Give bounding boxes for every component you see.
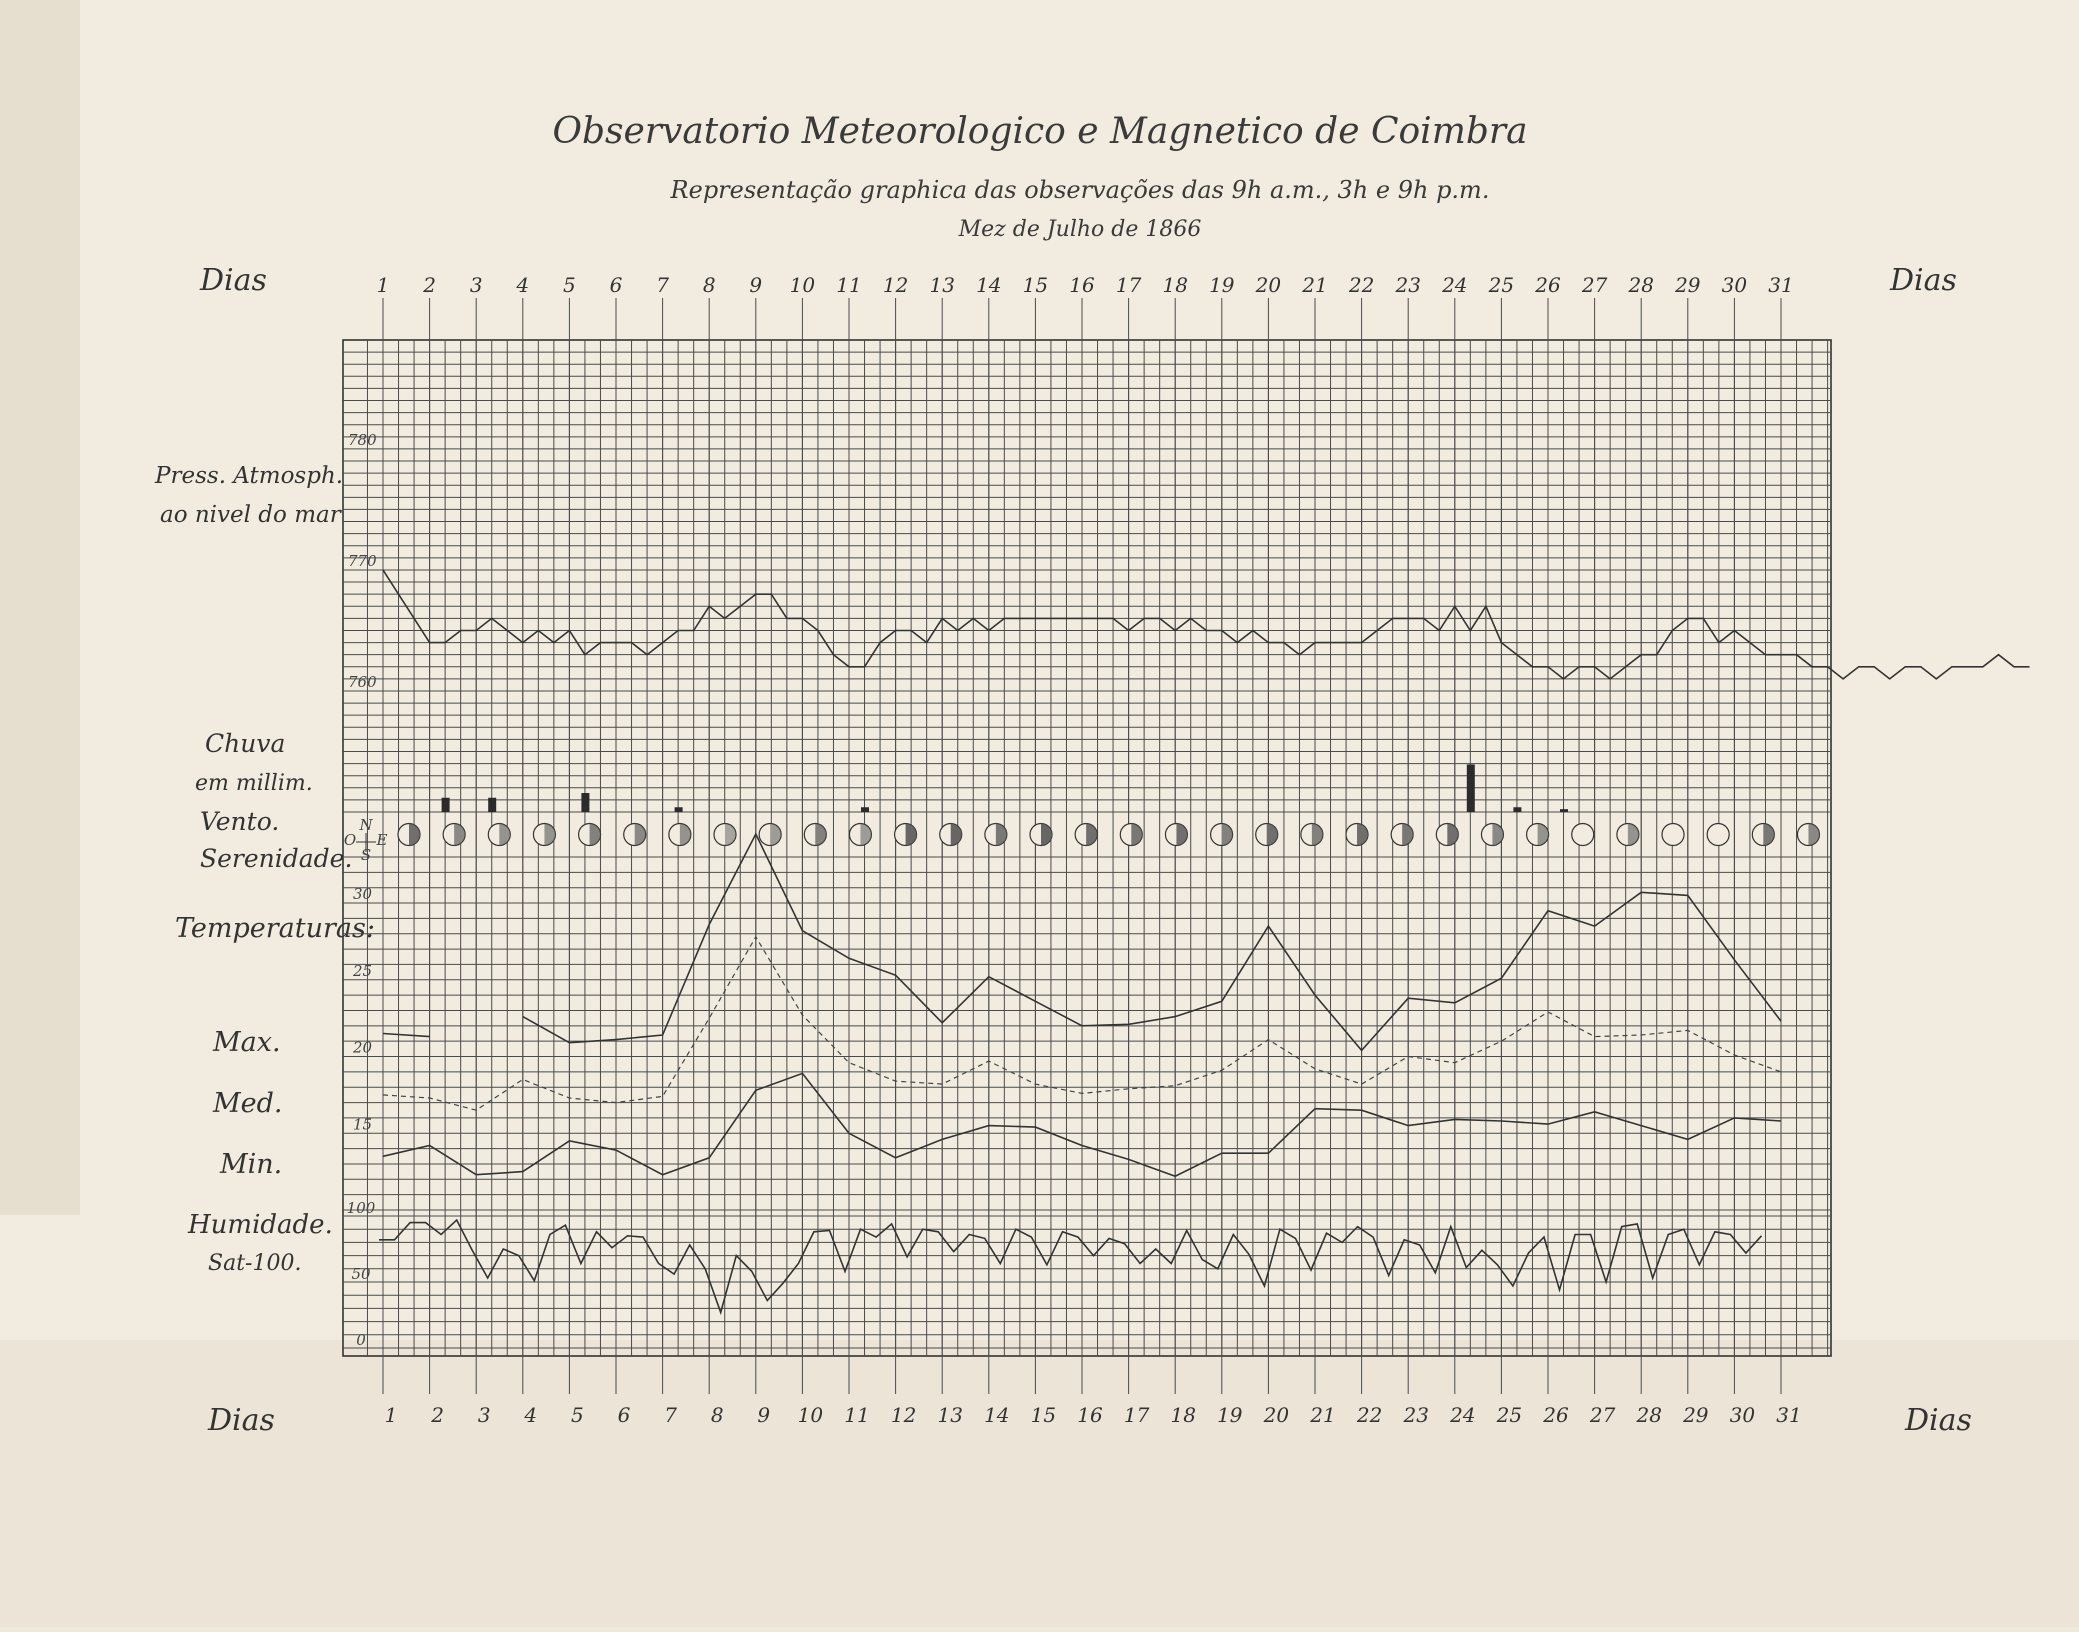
day-tick-label-bottom: 24 xyxy=(1450,1403,1476,1427)
humidity-tick-label: 50 xyxy=(351,1265,371,1283)
day-tick-label-top: 27 xyxy=(1581,273,1608,297)
day-tick-label-bottom: 14 xyxy=(984,1403,1010,1427)
day-tick-label-bottom: 29 xyxy=(1683,1403,1709,1427)
rain-bar xyxy=(442,798,450,812)
day-tick-label-bottom: 11 xyxy=(844,1403,870,1427)
day-tick-label-bottom: 17 xyxy=(1123,1403,1150,1427)
dias-label-top-right: Dias xyxy=(1890,263,1957,298)
day-tick-label-top: 30 xyxy=(1721,273,1748,297)
day-tick-label-bottom: 7 xyxy=(664,1403,677,1427)
rain-bar xyxy=(581,793,589,812)
compass-e: E xyxy=(376,831,388,849)
day-tick-label-bottom: 9 xyxy=(757,1403,771,1427)
temperature-tick-label: 15 xyxy=(353,1115,373,1134)
dias-label-bottom-left: Dias xyxy=(208,1403,275,1438)
dias-label-bottom-right: Dias xyxy=(1905,1403,1972,1438)
day-tick-label-top: 14 xyxy=(976,273,1002,297)
day-tick-label-top: 15 xyxy=(1022,273,1049,297)
day-tick-label-bottom: 13 xyxy=(937,1403,963,1427)
pressure-tick-label: 780 xyxy=(348,430,377,449)
day-tick-label-bottom: 21 xyxy=(1310,1403,1336,1427)
day-tick-label-top: 11 xyxy=(836,273,862,297)
day-tick-label-top: 16 xyxy=(1069,273,1095,297)
day-tick-label-bottom: 22 xyxy=(1356,1403,1383,1427)
serenity-disc xyxy=(1572,824,1594,846)
rain-label-line2: em millim. xyxy=(195,771,313,796)
day-tick-label-top: 23 xyxy=(1395,273,1421,297)
day-tick-label-top: 13 xyxy=(929,273,955,297)
day-tick-label-top: 8 xyxy=(702,273,716,297)
day-tick-label-bottom: 19 xyxy=(1217,1403,1243,1427)
serenity-disc xyxy=(1662,824,1684,846)
pressure-tick-label: 760 xyxy=(348,672,377,691)
med-label: Med. xyxy=(213,1088,283,1119)
day-tick-label-top: 28 xyxy=(1628,273,1654,297)
day-tick-label-bottom: 31 xyxy=(1776,1403,1802,1427)
serenity-disc xyxy=(1707,824,1729,846)
day-tick-label-top: 19 xyxy=(1209,273,1235,297)
day-tick-label-bottom: 16 xyxy=(1077,1403,1103,1427)
day-tick-label-bottom: 23 xyxy=(1403,1403,1429,1427)
day-tick-label-top: 29 xyxy=(1675,273,1701,297)
day-tick-label-bottom: 30 xyxy=(1729,1403,1756,1427)
day-tick-label-bottom: 28 xyxy=(1636,1403,1662,1427)
humidity-label-line2: Sat-100. xyxy=(208,1251,302,1276)
day-tick-label-bottom: 10 xyxy=(797,1403,824,1427)
day-tick-label-top: 21 xyxy=(1302,273,1328,297)
day-tick-label-bottom: 27 xyxy=(1589,1403,1616,1427)
day-tick-label-top: 25 xyxy=(1488,273,1515,297)
day-tick-label-top: 3 xyxy=(469,273,483,297)
day-tick-label-top: 10 xyxy=(789,273,816,297)
humidity-tick-label: 100 xyxy=(346,1199,376,1217)
min-label: Min. xyxy=(220,1149,283,1180)
temperature-tick-label: 25 xyxy=(353,961,373,980)
dias-label-top-left: Dias xyxy=(200,263,267,298)
day-tick-label-bottom: 1 xyxy=(384,1403,398,1427)
day-tick-label-top: 12 xyxy=(882,273,909,297)
humidity-label-line1: Humidade. xyxy=(188,1210,333,1240)
pressure-label-line2: ao nivel do mar xyxy=(160,502,341,528)
day-tick-label-bottom: 6 xyxy=(617,1403,631,1427)
day-tick-label-top: 20 xyxy=(1255,273,1282,297)
day-tick-label-top: 7 xyxy=(656,273,669,297)
day-tick-label-top: 1 xyxy=(376,273,390,297)
day-tick-label-top: 9 xyxy=(749,273,763,297)
paper-lower-band xyxy=(0,1340,2079,1627)
day-tick-label-top: 24 xyxy=(1442,273,1468,297)
day-tick-label-bottom: 5 xyxy=(571,1403,584,1427)
day-tick-label-bottom: 4 xyxy=(524,1403,538,1427)
chart-title: Observatorio Meteorologico e Magnetico de Coimbra xyxy=(552,111,1528,152)
day-tick-label-top: 2 xyxy=(423,273,436,297)
day-tick-label-top: 4 xyxy=(516,273,530,297)
day-tick-label-top: 31 xyxy=(1768,273,1794,297)
day-tick-label-bottom: 8 xyxy=(710,1403,724,1427)
rain-bar xyxy=(1560,809,1568,812)
temperature-tick-label: 20 xyxy=(353,1038,373,1057)
rain-bar xyxy=(861,807,869,812)
day-tick-label-top: 5 xyxy=(563,273,576,297)
day-tick-label-bottom: 26 xyxy=(1543,1403,1569,1427)
pressure-tick-label: 770 xyxy=(348,551,377,570)
compass-s: S xyxy=(360,846,372,864)
day-tick-label-top: 22 xyxy=(1348,273,1375,297)
chart-subtitle: Representação graphica das observações das 9h a.m., 3h e 9h p.m. xyxy=(670,176,1490,204)
day-tick-label-top: 17 xyxy=(1115,273,1142,297)
compass-n: N xyxy=(359,816,373,834)
day-tick-label-bottom: 20 xyxy=(1263,1403,1290,1427)
day-tick-label-bottom: 12 xyxy=(890,1403,917,1427)
rain-bar xyxy=(488,798,496,812)
day-tick-label-bottom: 2 xyxy=(431,1403,444,1427)
day-tick-label-bottom: 18 xyxy=(1170,1403,1196,1427)
rain-bar xyxy=(675,807,683,812)
rain-bar xyxy=(1513,807,1521,812)
wind-label: Vento. xyxy=(200,807,280,836)
day-tick-label-bottom: 25 xyxy=(1496,1403,1523,1427)
day-tick-label-top: 6 xyxy=(609,273,623,297)
day-tick-label-bottom: 15 xyxy=(1030,1403,1057,1427)
chart-month: Mez de Julho de 1866 xyxy=(958,217,1202,242)
day-tick-label-bottom: 3 xyxy=(477,1403,491,1427)
serenity-label: Serenidade. xyxy=(200,844,353,873)
paper-fold-strip xyxy=(0,0,80,1215)
day-tick-label-top: 26 xyxy=(1535,273,1561,297)
temperature-tick-label: 30 xyxy=(353,885,373,904)
pressure-label-line1: Press. Atmosph. xyxy=(155,463,344,489)
compass-o: O xyxy=(343,831,357,849)
rain-bar xyxy=(1467,765,1475,813)
max-label: Max. xyxy=(213,1027,281,1058)
temperatures-label: Temperaturas: xyxy=(175,913,375,944)
humidity-tick-label: 0 xyxy=(356,1331,366,1349)
day-tick-label-top: 18 xyxy=(1162,273,1188,297)
rain-label-line1: Chuva xyxy=(205,729,286,758)
